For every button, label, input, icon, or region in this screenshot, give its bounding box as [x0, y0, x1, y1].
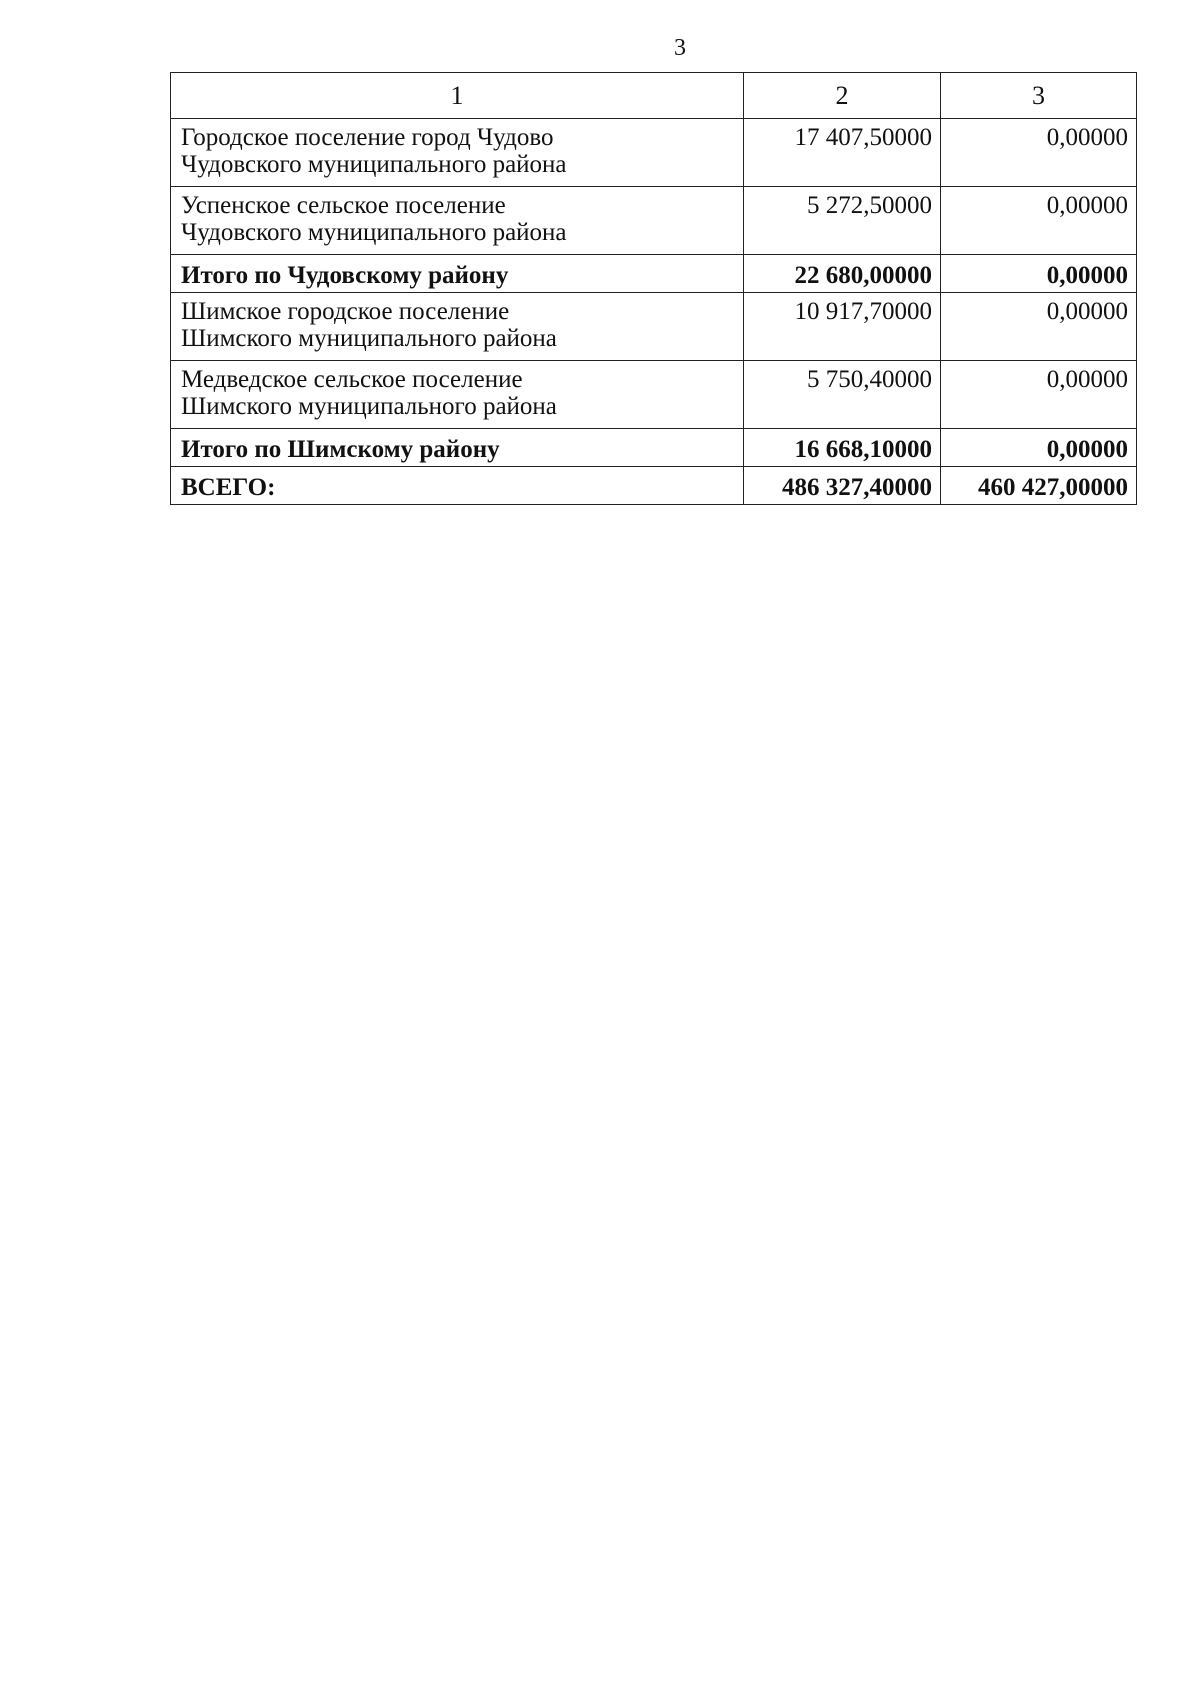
column-3-value: 0,00000 — [941, 361, 1137, 429]
column-3-value: 0,00000 — [941, 293, 1137, 361]
grand-total-label: ВСЕГО: — [171, 467, 744, 505]
district-total-row — [171, 255, 1137, 293]
total-label: Итого по Чудовскому району — [171, 255, 744, 293]
table-header-row — [171, 73, 1137, 119]
settlement-name-line: Городское поселение город Чудово — [181, 124, 554, 151]
column-number-3: 3 — [941, 73, 1137, 119]
total-label: Итого по Шимскому району — [171, 429, 744, 467]
settlement-name-cell — [171, 119, 744, 187]
column-2-value: 10 917,70000 — [744, 293, 941, 361]
district-name-line: Шимского муниципального района — [181, 325, 557, 352]
column-3-grand-total: 460 427,00000 — [941, 467, 1137, 505]
table-row — [171, 187, 1137, 255]
settlement-name-line: Медведское сельское поселение — [181, 366, 523, 393]
column-3-total: 0,00000 — [941, 255, 1137, 293]
column-2-value: 5 272,50000 — [744, 187, 941, 255]
grand-total-row — [171, 467, 1137, 505]
settlement-name-line: Шимское городское поселение — [181, 298, 510, 325]
column-3-value: 0,00000 — [941, 119, 1137, 187]
settlement-name-cell — [171, 187, 744, 255]
column-2-total: 22 680,00000 — [744, 255, 941, 293]
district-name-line: Чудовского муниципального района — [181, 151, 567, 178]
column-2-value: 17 407,50000 — [744, 119, 941, 187]
page-number: 3 — [674, 35, 686, 61]
settlement-name-cell — [171, 293, 744, 361]
column-2-total: 16 668,10000 — [744, 429, 941, 467]
column-number-2: 2 — [744, 73, 941, 119]
district-total-row — [171, 429, 1137, 467]
column-2-grand-total: 486 327,40000 — [744, 467, 941, 505]
settlement-name-line: Успенское сельское поселение — [181, 192, 506, 219]
district-name-line: Чудовского муниципального района — [181, 219, 567, 246]
budget-table — [170, 72, 1137, 505]
table-row — [171, 361, 1137, 429]
column-3-value: 0,00000 — [941, 187, 1137, 255]
column-3-total: 0,00000 — [941, 429, 1137, 467]
settlement-name-cell — [171, 361, 744, 429]
column-2-value: 5 750,40000 — [744, 361, 941, 429]
district-name-line: Шимского муниципального района — [181, 393, 557, 420]
table-row — [171, 119, 1137, 187]
table-row — [171, 293, 1137, 361]
column-number-1: 1 — [171, 73, 744, 119]
